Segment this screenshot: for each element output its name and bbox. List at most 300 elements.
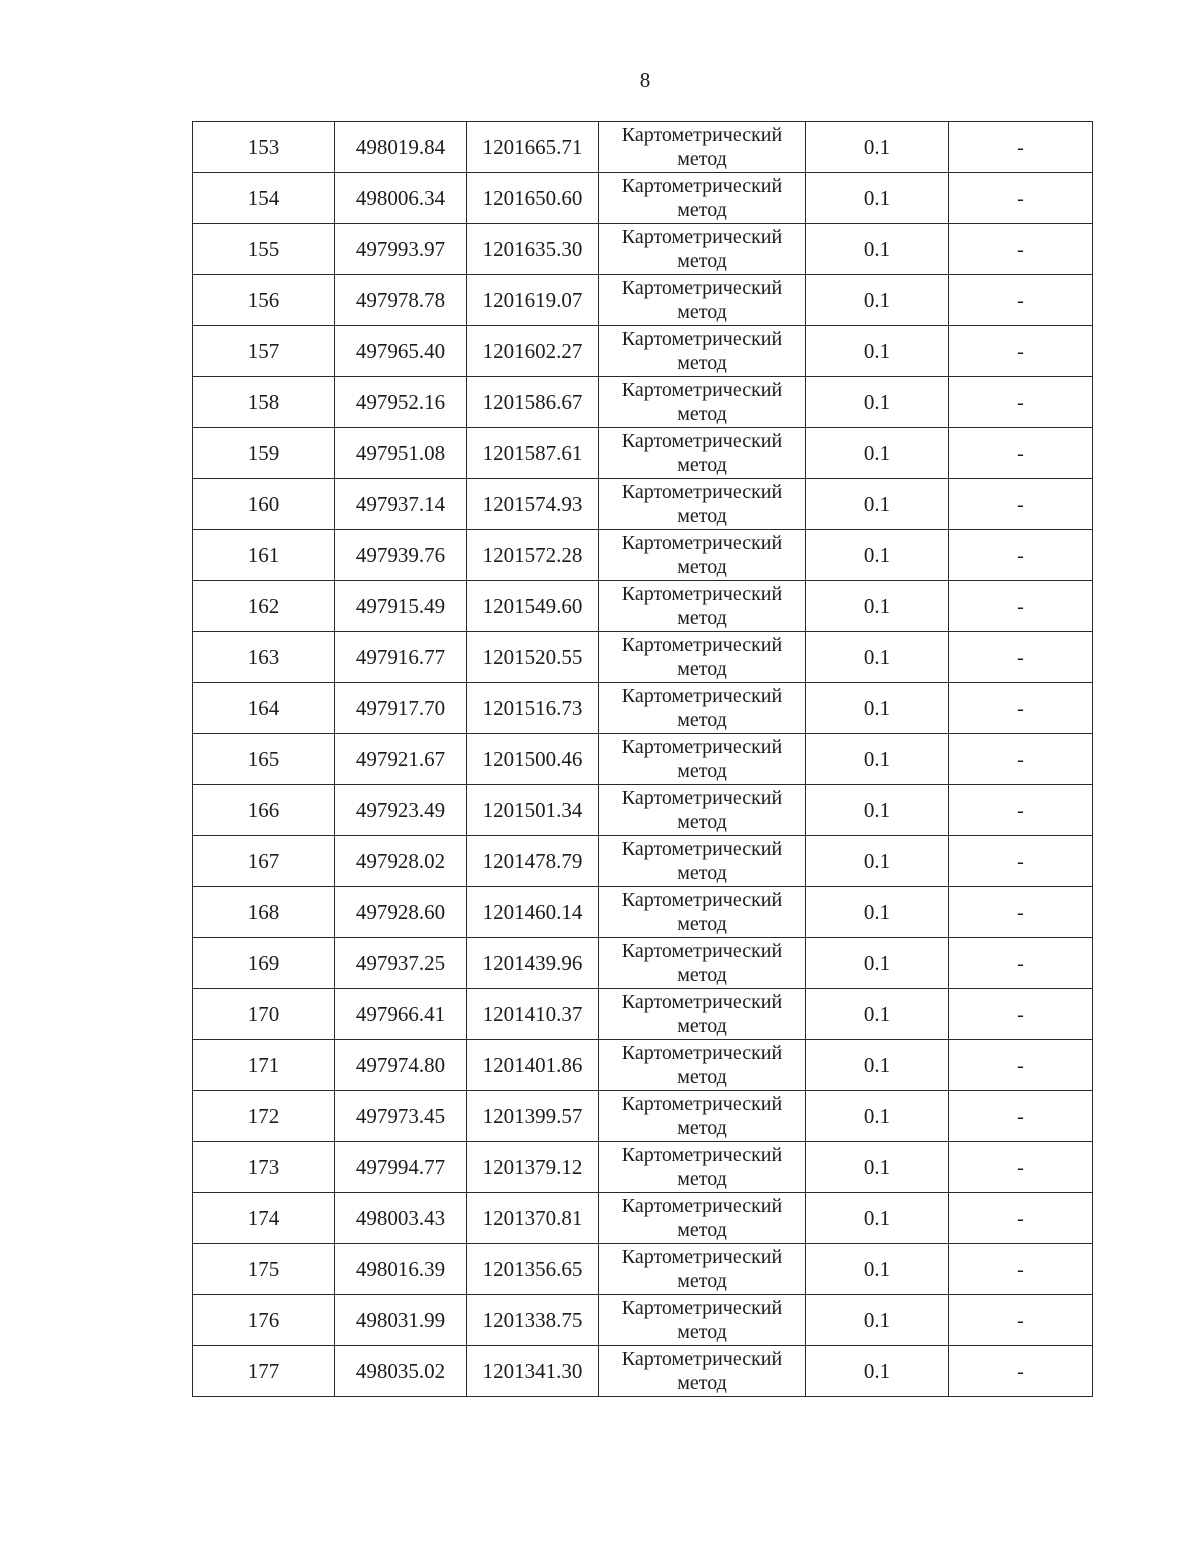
- point-number: 174: [247, 1205, 280, 1230]
- point-number-cell: [193, 428, 335, 479]
- accuracy-cell: [806, 479, 949, 530]
- accuracy-cell: [806, 1244, 949, 1295]
- note-value: -: [1017, 238, 1024, 261]
- note-cell: [949, 224, 1093, 275]
- method-cell: [599, 632, 806, 683]
- x-coordinate-cell: [335, 581, 467, 632]
- note-cell: [949, 326, 1093, 377]
- x-coordinate-cell: [335, 122, 467, 173]
- point-number-cell: [193, 275, 335, 326]
- accuracy-cell: [806, 887, 949, 938]
- method-name-line1: Картометрический: [621, 532, 783, 554]
- y-coordinate-cell: [467, 275, 599, 326]
- y-coordinate: 1201341.30: [482, 1358, 583, 1383]
- y-coordinate: 1201516.73: [482, 695, 583, 720]
- y-coordinate-cell: [467, 734, 599, 785]
- y-coordinate-cell: [467, 1040, 599, 1091]
- accuracy-value: 0.1: [863, 287, 891, 312]
- method-name-line2: метод: [677, 148, 727, 170]
- method-cell: [599, 122, 806, 173]
- note-cell: [949, 887, 1093, 938]
- table-row: [193, 581, 1093, 632]
- point-number-cell: [193, 581, 335, 632]
- method-name-line1: Картометрический: [621, 481, 783, 503]
- table-body: [193, 122, 1093, 1397]
- method-cell: [599, 989, 806, 1040]
- note-cell: [949, 275, 1093, 326]
- y-coordinate-cell: [467, 326, 599, 377]
- point-number: 162: [247, 593, 280, 618]
- accuracy-value: 0.1: [863, 440, 891, 465]
- accuracy-cell: [806, 1040, 949, 1091]
- y-coordinate-cell: [467, 530, 599, 581]
- method-name-line2: метод: [677, 352, 727, 374]
- x-coordinate: 498035.02: [355, 1358, 446, 1383]
- point-number: 163: [247, 644, 280, 669]
- point-number-cell: [193, 326, 335, 377]
- note-cell: [949, 1142, 1093, 1193]
- note-value: -: [1017, 1156, 1024, 1179]
- y-coordinate: 1201549.60: [482, 593, 583, 618]
- method-name-line2: метод: [677, 811, 727, 833]
- accuracy-cell: [806, 377, 949, 428]
- accuracy-cell: [806, 1142, 949, 1193]
- method-name-line2: метод: [677, 709, 727, 731]
- table-row: [193, 1040, 1093, 1091]
- point-number: 176: [247, 1307, 280, 1332]
- accuracy-cell: [806, 836, 949, 887]
- accuracy-value: 0.1: [863, 338, 891, 363]
- table-row: [193, 275, 1093, 326]
- method-name-line1: Картометрический: [621, 328, 783, 350]
- y-coordinate-cell: [467, 1142, 599, 1193]
- y-coordinate-cell: [467, 632, 599, 683]
- x-coordinate-cell: [335, 173, 467, 224]
- note-cell: [949, 1346, 1093, 1397]
- x-coordinate: 498003.43: [355, 1205, 446, 1230]
- method-name-line2: метод: [677, 913, 727, 935]
- method-name-line1: Картометрический: [621, 736, 783, 758]
- note-value: -: [1017, 697, 1024, 720]
- point-number-cell: [193, 683, 335, 734]
- y-coordinate-cell: [467, 1193, 599, 1244]
- note-cell: [949, 581, 1093, 632]
- note-value: -: [1017, 1207, 1024, 1230]
- accuracy-value: 0.1: [863, 236, 891, 261]
- x-coordinate-cell: [335, 479, 467, 530]
- y-coordinate: 1201520.55: [482, 644, 583, 669]
- table-row: [193, 530, 1093, 581]
- note-value: -: [1017, 850, 1024, 873]
- accuracy-cell: [806, 122, 949, 173]
- method-cell: [599, 581, 806, 632]
- method-cell: [599, 326, 806, 377]
- method-name-line2: метод: [677, 454, 727, 476]
- note-value: -: [1017, 799, 1024, 822]
- note-value: -: [1017, 1105, 1024, 1128]
- method-name-line1: Картометрический: [621, 430, 783, 452]
- note-cell: [949, 1193, 1093, 1244]
- method-name-line1: Картометрический: [621, 175, 783, 197]
- y-coordinate: 1201401.86: [482, 1052, 583, 1077]
- accuracy-value: 0.1: [863, 695, 891, 720]
- point-number-cell: [193, 632, 335, 683]
- accuracy-cell: [806, 224, 949, 275]
- method-cell: [599, 479, 806, 530]
- accuracy-cell: [806, 428, 949, 479]
- point-number-cell: [193, 836, 335, 887]
- note-value: -: [1017, 493, 1024, 516]
- accuracy-value: 0.1: [863, 746, 891, 771]
- note-cell: [949, 122, 1093, 173]
- note-cell: [949, 989, 1093, 1040]
- point-number: 166: [247, 797, 280, 822]
- accuracy-value: 0.1: [863, 593, 891, 618]
- y-coordinate: 1201650.60: [482, 185, 583, 210]
- method-name-line2: метод: [677, 862, 727, 884]
- point-number-cell: [193, 989, 335, 1040]
- point-number: 160: [247, 491, 280, 516]
- note-value: -: [1017, 646, 1024, 669]
- accuracy-value: 0.1: [863, 644, 891, 669]
- note-cell: [949, 479, 1093, 530]
- point-number-cell: [193, 377, 335, 428]
- method-name-line1: Картометрический: [621, 124, 783, 146]
- table-row: [193, 1244, 1093, 1295]
- note-cell: [949, 785, 1093, 836]
- y-coordinate: 1201572.28: [482, 542, 583, 567]
- x-coordinate: 497974.80: [355, 1052, 446, 1077]
- point-number: 165: [247, 746, 280, 771]
- y-coordinate: 1201410.37: [482, 1001, 583, 1026]
- y-coordinate-cell: [467, 1346, 599, 1397]
- table-row: [193, 326, 1093, 377]
- accuracy-cell: [806, 683, 949, 734]
- x-coordinate-cell: [335, 1295, 467, 1346]
- y-coordinate: 1201602.27: [482, 338, 583, 363]
- x-coordinate-cell: [335, 989, 467, 1040]
- point-number-cell: [193, 887, 335, 938]
- note-value: -: [1017, 595, 1024, 618]
- accuracy-cell: [806, 1346, 949, 1397]
- accuracy-cell: [806, 1193, 949, 1244]
- y-coordinate: 1201574.93: [482, 491, 583, 516]
- method-cell: [599, 1091, 806, 1142]
- y-coordinate-cell: [467, 836, 599, 887]
- table-row: [193, 479, 1093, 530]
- x-coordinate: 497921.67: [355, 746, 446, 771]
- accuracy-cell: [806, 530, 949, 581]
- x-coordinate-cell: [335, 887, 467, 938]
- x-coordinate-cell: [335, 1040, 467, 1091]
- x-coordinate-cell: [335, 836, 467, 887]
- method-name-line1: Картометрический: [621, 838, 783, 860]
- method-name-line1: Картометрический: [621, 379, 783, 401]
- method-cell: [599, 377, 806, 428]
- accuracy-value: 0.1: [863, 1307, 891, 1332]
- x-coordinate: 497915.49: [355, 593, 446, 618]
- note-value: -: [1017, 187, 1024, 210]
- accuracy-cell: [806, 275, 949, 326]
- table-row: [193, 836, 1093, 887]
- x-coordinate-cell: [335, 275, 467, 326]
- note-value: -: [1017, 544, 1024, 567]
- method-name-line1: Картометрический: [621, 1297, 783, 1319]
- method-name-line2: метод: [677, 1372, 727, 1394]
- method-name-line1: Картометрический: [621, 1348, 783, 1370]
- table-row: [193, 632, 1093, 683]
- method-name-line1: Картометрический: [621, 889, 783, 911]
- x-coordinate-cell: [335, 1142, 467, 1193]
- x-coordinate-cell: [335, 377, 467, 428]
- y-coordinate-cell: [467, 122, 599, 173]
- accuracy-cell: [806, 173, 949, 224]
- method-cell: [599, 734, 806, 785]
- method-name-line2: метод: [677, 505, 727, 527]
- x-coordinate: 497923.49: [355, 797, 446, 822]
- x-coordinate: 497937.25: [355, 950, 446, 975]
- method-cell: [599, 530, 806, 581]
- method-name-line2: метод: [677, 1015, 727, 1037]
- note-cell: [949, 683, 1093, 734]
- x-coordinate-cell: [335, 1244, 467, 1295]
- note-value: -: [1017, 952, 1024, 975]
- x-coordinate-cell: [335, 785, 467, 836]
- y-coordinate: 1201399.57: [482, 1103, 583, 1128]
- x-coordinate: 498031.99: [355, 1307, 446, 1332]
- method-cell: [599, 887, 806, 938]
- table-row: [193, 1142, 1093, 1193]
- x-coordinate: 497917.70: [355, 695, 446, 720]
- y-coordinate: 1201586.67: [482, 389, 583, 414]
- method-cell: [599, 785, 806, 836]
- point-number: 173: [247, 1154, 280, 1179]
- table-row: [193, 377, 1093, 428]
- point-number: 157: [247, 338, 280, 363]
- point-number: 161: [247, 542, 280, 567]
- y-coordinate-cell: [467, 224, 599, 275]
- accuracy-cell: [806, 632, 949, 683]
- method-cell: [599, 836, 806, 887]
- method-name-line2: метод: [677, 607, 727, 629]
- x-coordinate: 497939.76: [355, 542, 446, 567]
- table-row: [193, 734, 1093, 785]
- accuracy-value: 0.1: [863, 899, 891, 924]
- point-number-cell: [193, 1193, 335, 1244]
- method-name-line1: Картометрический: [621, 1144, 783, 1166]
- x-coordinate: 497916.77: [355, 644, 446, 669]
- note-cell: [949, 530, 1093, 581]
- note-value: -: [1017, 748, 1024, 771]
- accuracy-value: 0.1: [863, 491, 891, 516]
- note-cell: [949, 1295, 1093, 1346]
- y-coordinate-cell: [467, 581, 599, 632]
- method-cell: [599, 1295, 806, 1346]
- method-name-line2: метод: [677, 1321, 727, 1343]
- note-value: -: [1017, 1003, 1024, 1026]
- table-row: [193, 1091, 1093, 1142]
- method-cell: [599, 1244, 806, 1295]
- note-value: -: [1017, 340, 1024, 363]
- note-cell: [949, 1244, 1093, 1295]
- point-number-cell: [193, 785, 335, 836]
- accuracy-value: 0.1: [863, 848, 891, 873]
- table-row: [193, 1346, 1093, 1397]
- x-coordinate: 498019.84: [355, 134, 446, 159]
- point-number-cell: [193, 1295, 335, 1346]
- accuracy-cell: [806, 1295, 949, 1346]
- table-row: [193, 428, 1093, 479]
- method-name-line2: метод: [677, 964, 727, 986]
- method-name-line2: метод: [677, 1168, 727, 1190]
- note-value: -: [1017, 1258, 1024, 1281]
- accuracy-value: 0.1: [863, 1358, 891, 1383]
- accuracy-cell: [806, 785, 949, 836]
- method-cell: [599, 1346, 806, 1397]
- point-number-cell: [193, 1142, 335, 1193]
- table-row: [193, 122, 1093, 173]
- coordinates-table: [192, 121, 1093, 1397]
- y-coordinate-cell: [467, 173, 599, 224]
- method-name-line2: метод: [677, 1270, 727, 1292]
- y-coordinate-cell: [467, 938, 599, 989]
- x-coordinate-cell: [335, 428, 467, 479]
- method-name-line2: метод: [677, 199, 727, 221]
- y-coordinate-cell: [467, 1244, 599, 1295]
- method-name-line2: метод: [677, 301, 727, 323]
- x-coordinate-cell: [335, 1193, 467, 1244]
- accuracy-value: 0.1: [863, 1154, 891, 1179]
- method-cell: [599, 1040, 806, 1091]
- method-name-line1: Картометрический: [621, 787, 783, 809]
- method-name-line1: Картометрический: [621, 940, 783, 962]
- note-cell: [949, 377, 1093, 428]
- y-coordinate-cell: [467, 683, 599, 734]
- point-number: 172: [247, 1103, 280, 1128]
- note-cell: [949, 836, 1093, 887]
- method-name-line2: метод: [677, 1117, 727, 1139]
- method-name-line2: метод: [677, 556, 727, 578]
- x-coordinate-cell: [335, 1346, 467, 1397]
- y-coordinate: 1201501.34: [482, 797, 583, 822]
- accuracy-value: 0.1: [863, 542, 891, 567]
- y-coordinate-cell: [467, 428, 599, 479]
- accuracy-cell: [806, 581, 949, 632]
- method-name-line1: Картометрический: [621, 277, 783, 299]
- x-coordinate: 497928.60: [355, 899, 446, 924]
- x-coordinate: 497993.97: [355, 236, 446, 261]
- method-name-line2: метод: [677, 1066, 727, 1088]
- method-cell: [599, 683, 806, 734]
- y-coordinate: 1201665.71: [482, 134, 583, 159]
- note-value: -: [1017, 1054, 1024, 1077]
- point-number: 159: [247, 440, 280, 465]
- point-number-cell: [193, 1040, 335, 1091]
- accuracy-cell: [806, 326, 949, 377]
- method-name-line1: Картометрический: [621, 1246, 783, 1268]
- method-name-line1: Картометрический: [621, 226, 783, 248]
- x-coordinate: 497994.77: [355, 1154, 446, 1179]
- method-name-line1: Картометрический: [621, 634, 783, 656]
- x-coordinate: 497937.14: [355, 491, 446, 516]
- accuracy-cell: [806, 989, 949, 1040]
- accuracy-cell: [806, 1091, 949, 1142]
- table-row: [193, 683, 1093, 734]
- y-coordinate: 1201370.81: [482, 1205, 583, 1230]
- y-coordinate-cell: [467, 785, 599, 836]
- method-name-line2: метод: [677, 658, 727, 680]
- table-row: [193, 173, 1093, 224]
- point-number: 155: [247, 236, 280, 261]
- method-name-line2: метод: [677, 403, 727, 425]
- point-number-cell: [193, 224, 335, 275]
- note-value: -: [1017, 136, 1024, 159]
- point-number-cell: [193, 122, 335, 173]
- x-coordinate: 497952.16: [355, 389, 446, 414]
- note-cell: [949, 734, 1093, 785]
- method-name-line1: Картометрический: [621, 991, 783, 1013]
- note-value: -: [1017, 1309, 1024, 1332]
- x-coordinate: 497951.08: [355, 440, 446, 465]
- accuracy-value: 0.1: [863, 1103, 891, 1128]
- method-cell: [599, 938, 806, 989]
- y-coordinate: 1201635.30: [482, 236, 583, 261]
- y-coordinate: 1201478.79: [482, 848, 583, 873]
- table-row: [193, 938, 1093, 989]
- point-number: 171: [247, 1052, 280, 1077]
- point-number: 175: [247, 1256, 280, 1281]
- method-name-line1: Картометрический: [621, 685, 783, 707]
- accuracy-value: 0.1: [863, 1052, 891, 1077]
- note-value: -: [1017, 1360, 1024, 1383]
- accuracy-value: 0.1: [863, 797, 891, 822]
- y-coordinate-cell: [467, 887, 599, 938]
- x-coordinate-cell: [335, 632, 467, 683]
- point-number-cell: [193, 530, 335, 581]
- y-coordinate: 1201500.46: [482, 746, 583, 771]
- y-coordinate-cell: [467, 989, 599, 1040]
- x-coordinate-cell: [335, 1091, 467, 1142]
- x-coordinate-cell: [335, 224, 467, 275]
- point-number: 177: [247, 1358, 280, 1383]
- point-number: 154: [247, 185, 280, 210]
- y-coordinate-cell: [467, 377, 599, 428]
- accuracy-cell: [806, 938, 949, 989]
- y-coordinate: 1201379.12: [482, 1154, 583, 1179]
- table-row: [193, 887, 1093, 938]
- page-number: 8: [639, 68, 651, 92]
- note-cell: [949, 938, 1093, 989]
- note-value: -: [1017, 901, 1024, 924]
- point-number-cell: [193, 734, 335, 785]
- point-number-cell: [193, 1091, 335, 1142]
- point-number-cell: [193, 479, 335, 530]
- y-coordinate: 1201338.75: [482, 1307, 583, 1332]
- point-number-cell: [193, 1346, 335, 1397]
- note-cell: [949, 632, 1093, 683]
- method-cell: [599, 275, 806, 326]
- method-name-line1: Картометрический: [621, 583, 783, 605]
- x-coordinate: 498006.34: [355, 185, 446, 210]
- table-row: [193, 1193, 1093, 1244]
- table-row: [193, 785, 1093, 836]
- accuracy-value: 0.1: [863, 1256, 891, 1281]
- table-row: [193, 224, 1093, 275]
- note-cell: [949, 173, 1093, 224]
- point-number: 156: [247, 287, 280, 312]
- method-cell: [599, 224, 806, 275]
- y-coordinate: 1201460.14: [482, 899, 583, 924]
